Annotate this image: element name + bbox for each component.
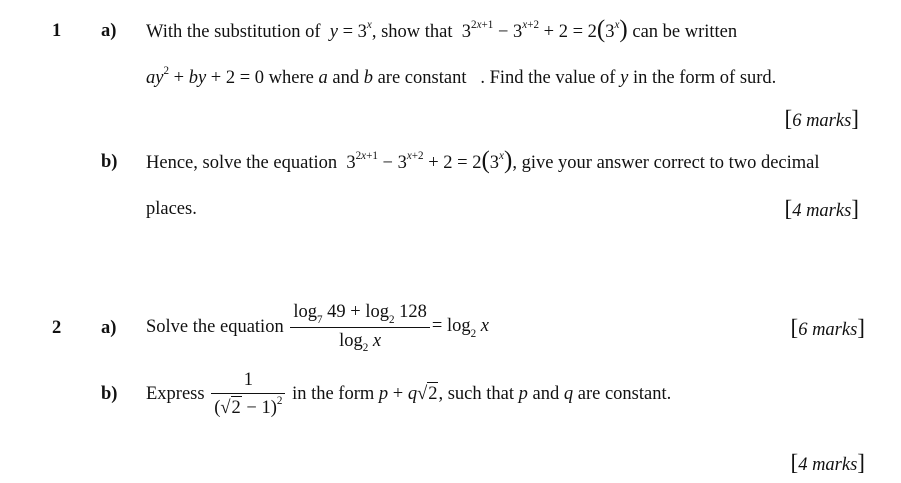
q2b-label: b) [101, 384, 118, 404]
q2b-marks: [4 marks] [790, 450, 865, 476]
q1a-quadratic-math: $ay^2$ + by + 2 = 0 [146, 65, 265, 89]
q1a-equation-math: $3^{2x+1} - 3^{x+2} + 2 = 2(3^x)$ [457, 16, 628, 44]
q1a-line2 [146, 65, 777, 89]
q2a-marks: [6 marks] [790, 315, 865, 341]
q1b-text: Hence, solve the equation [146, 153, 338, 174]
q1a-text: in the form of surd. [632, 68, 777, 89]
q1b-equation-math: $3^{2x+1} - 3^{x+2} + 2 = 2(3^x)$ [341, 147, 513, 175]
q1b-line1 [146, 147, 820, 175]
q1a-text: , show that [371, 22, 453, 43]
q2a-text: Solve the equation [146, 317, 284, 338]
q1a-label: a) [101, 21, 117, 41]
q1a-text: . Find the value of [480, 68, 616, 89]
q2b-text: Express [146, 384, 205, 405]
q1b-text: , give your answer correct to two decimal [512, 153, 820, 174]
q1b-marks: [4 marks] [784, 196, 859, 222]
q1a-var-b: b [363, 68, 373, 89]
q2b-form-math: p + q√2 [378, 384, 438, 405]
q2b-var-q: q [563, 384, 574, 405]
q2a-rhs-math: = $\log_2 x$ [431, 316, 489, 341]
q2a-label: a) [101, 318, 117, 338]
q2b-text: are constant. [577, 384, 672, 405]
q1a-text: can be written [632, 22, 738, 43]
q1a-substitution-math: $y = 3^x$ [329, 19, 372, 43]
q1a-text: are constant [377, 68, 467, 89]
q1a-text: where [268, 68, 314, 89]
q1-number: 1 [52, 21, 62, 41]
q1a-text: and [332, 68, 360, 89]
q1b-label: b) [101, 152, 118, 172]
q1a-var-y: y [620, 68, 629, 89]
q2b-text: in the form [292, 384, 375, 405]
q2-number: 2 [52, 318, 62, 338]
q2b-fraction: $\frac{1}{(√2 - 1)^2}$ [211, 370, 285, 419]
q2b-line [146, 370, 671, 419]
q2a-fraction: $\frac{\log_7 49 + \log_2 128}{\log_2 x}$ [290, 302, 430, 353]
q1a-var-a: a [318, 68, 328, 89]
q2a-line [146, 302, 489, 353]
q2b-text: and [532, 384, 560, 405]
q1a-marks: [6 marks] [784, 106, 859, 132]
q1a-text: With the substitution of [146, 22, 321, 43]
q2b-text: , such that [438, 384, 515, 405]
q2b-var-p: p [518, 384, 528, 405]
q1b-line2: places. [146, 199, 197, 219]
q1a-line1 [146, 16, 738, 44]
